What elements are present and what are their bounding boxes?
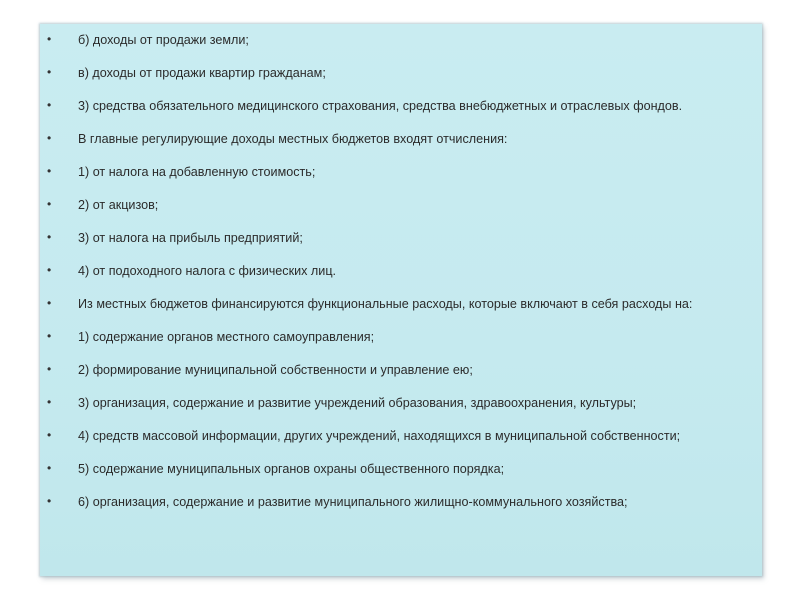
list-item-text: 3) от налога на прибыль предприятий; [78, 231, 303, 245]
bullet-icon: • [47, 98, 52, 112]
list-item-text: 2) формирование муниципальной собственности и управление ею; [78, 363, 473, 377]
bullet-icon: • [47, 65, 52, 79]
list-item-text: Из местных бюджетов финансируются функциональные расходы, которые включают в себя расходы на: [78, 297, 693, 311]
list-item-text: 3) организация, содержание и развитие учреждений образования, здравоохранения, культуры; [78, 396, 637, 410]
list-item [40, 199, 762, 212]
bullet-icon: • [47, 494, 52, 508]
bullet-icon: • [47, 197, 52, 211]
bullet-icon: • [47, 32, 52, 46]
bullet-icon: • [47, 428, 52, 442]
list-item-text: в) доходы от продажи квартир гражданам; [78, 66, 326, 80]
list-item [40, 397, 762, 410]
bullet-icon: • [47, 230, 52, 244]
bullet-icon: • [47, 362, 52, 376]
list-item [40, 100, 762, 113]
list-item [40, 232, 762, 245]
list-item-text: 5) содержание муниципальных органов охраны общественного порядка; [78, 462, 505, 476]
bullet-icon: • [47, 329, 52, 343]
list-item [40, 364, 762, 377]
list-item-text: 4) от подоходного налога с физических лиц. [78, 264, 337, 278]
list-item [40, 166, 762, 179]
list-item [40, 67, 762, 80]
bullet-icon: • [47, 164, 52, 178]
content-panel [40, 24, 762, 576]
bullet-icon: • [47, 263, 52, 277]
bullet-icon: • [47, 131, 52, 145]
bullet-list [40, 34, 762, 529]
list-item [40, 430, 762, 443]
list-item-text: 6) организация, содержание и развитие муниципального жилищно-коммунального хозяйства; [78, 495, 628, 509]
list-item [40, 133, 762, 146]
list-item-text: 3) средства обязательного медицинского страхования, средства внебюджетных и отраслевых фондов. [78, 99, 683, 113]
list-item [40, 265, 762, 278]
bullet-icon: • [47, 395, 52, 409]
bullet-icon: • [47, 461, 52, 475]
list-item-text: 4) средств массовой информации, других учреждений, находящихся в муниципальной собственности; [78, 429, 681, 443]
list-item-text: В главные регулирующие доходы местных бюджетов входят отчисления: [78, 132, 508, 146]
list-item [40, 34, 762, 47]
list-item [40, 298, 762, 311]
list-item [40, 463, 762, 476]
list-item-text: 2) от акцизов; [78, 198, 159, 212]
list-item [40, 331, 762, 344]
list-item-text: 1) от налога на добавленную стоимость; [78, 165, 316, 179]
bullet-icon: • [47, 296, 52, 310]
list-item-text: 1) содержание органов местного самоуправления; [78, 330, 375, 344]
list-item-text: б) доходы от продажи земли; [78, 33, 249, 47]
list-item [40, 496, 762, 509]
